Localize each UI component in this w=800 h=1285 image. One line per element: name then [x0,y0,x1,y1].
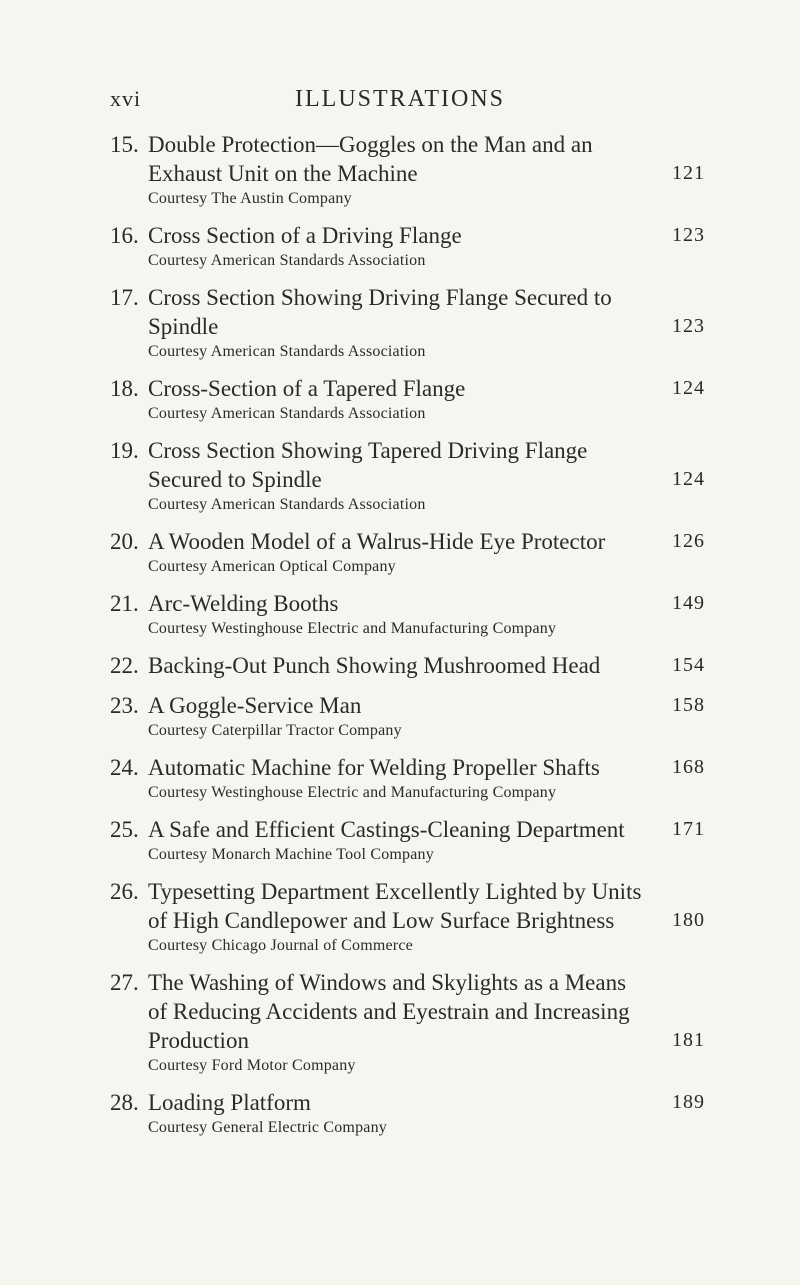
entry-credit: Courtesy Westinghouse Electric and Manufacturing Company [148,620,557,637]
list-item [110,283,705,363]
entry-number: 26. [110,879,139,904]
entry-number: 20. [110,529,139,554]
list-item [110,651,705,680]
entry-credit: Courtesy American Standards Association [148,252,426,269]
entry-page-number: 124 [672,377,705,399]
entry-number: 17. [110,285,139,310]
list-item [110,815,705,866]
entry-page-number: 123 [672,224,705,246]
entry-number: 28. [110,1090,139,1115]
entry-credit: Courtesy Caterpillar Tractor Company [148,722,402,739]
entry-credit: Courtesy Monarch Machine Tool Company [148,846,434,863]
entry-title: Automatic Machine for Welding Propeller Shafts [148,755,600,780]
entry-title: Typesetting Department Excellently Lighted by Units of High Candlepower and Low Surface Brightness [148,879,642,933]
entry-title: Loading Platform [148,1090,311,1115]
entry-page-number: 180 [672,909,705,931]
list-item [110,436,705,516]
entry-credit: Courtesy General Electric Company [148,1119,387,1136]
entry-page-number: 126 [672,530,705,552]
entry-page-number: 168 [672,756,705,778]
entry-title: Double Protection—Goggles on the Man and an Exhaust Unit on the Machine [148,132,593,186]
entry-page-number: 181 [672,1029,705,1051]
entry-credit: Courtesy The Austin Company [148,190,352,207]
list-item [110,130,705,210]
entry-credit: Courtesy American Standards Association [148,496,426,513]
entry-page-number: 158 [672,694,705,716]
list-item [110,691,705,742]
entry-credit: Courtesy American Optical Company [148,558,396,575]
entry-title: A Goggle-Service Man [148,693,362,718]
entry-page-number: 124 [672,468,705,490]
entry-page-number: 189 [672,1091,705,1113]
list-item [110,753,705,804]
entry-credit: Courtesy Westinghouse Electric and Manufacturing Company [148,784,557,801]
entry-number: 19. [110,438,139,463]
entry-number: 15. [110,132,139,157]
running-head: ILLUSTRATIONS [295,86,505,112]
entry-number: 22. [110,653,139,678]
page-folio: xvi [110,86,142,111]
page-header [110,86,690,116]
entry-credit: Courtesy American Standards Association [148,343,426,360]
entry-title: Backing-Out Punch Showing Mushroomed Head [148,653,601,678]
entry-credit: Courtesy Ford Motor Company [148,1057,356,1074]
entry-title: Arc-Welding Booths [148,591,339,616]
entry-page-number: 123 [672,315,705,337]
entry-page-number: 149 [672,592,705,614]
entry-number: 21. [110,591,139,616]
entry-title: Cross Section of a Driving Flange [148,223,462,248]
list-item [110,527,705,578]
entry-number: 16. [110,223,139,248]
entry-number: 25. [110,817,139,842]
entry-number: 24. [110,755,139,780]
list-item [110,1088,705,1139]
entry-credit: Courtesy Chicago Journal of Commerce [148,937,413,954]
entry-title: Cross-Section of a Tapered Flange [148,376,466,401]
entry-title: Cross Section Showing Driving Flange Secured to Spindle [148,285,612,339]
list-item [110,589,705,640]
entry-title: A Wooden Model of a Walrus-Hide Eye Protector [148,529,606,554]
list-item [110,374,705,425]
list-item [110,221,705,272]
entry-page-number: 154 [672,654,705,676]
entry-credit: Courtesy American Standards Association [148,405,426,422]
entry-number: 23. [110,693,139,718]
list-item [110,968,705,1077]
list-item [110,877,705,957]
entry-number: 27. [110,970,139,995]
entry-page-number: 171 [672,818,705,840]
illustration-list [110,130,705,1150]
entry-title: The Washing of Windows and Skylights as a Means of Reducing Accidents and Eyestrain and Increasing Production [148,970,630,1053]
entry-title: Cross Section Showing Tapered Driving Flange Secured to Spindle [148,438,588,492]
entry-number: 18. [110,376,139,401]
entry-title: A Safe and Efficient Castings-Cleaning Department [148,817,625,842]
entry-page-number: 121 [672,162,705,184]
